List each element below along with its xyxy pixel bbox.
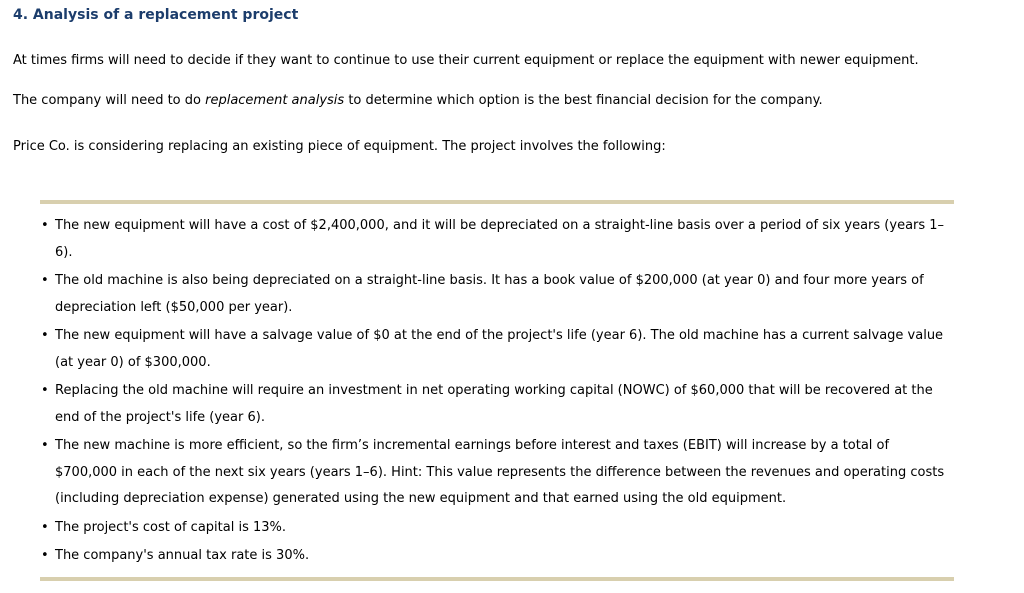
list-item — [38, 515, 952, 542]
bullet-icon: • — [41, 519, 49, 535]
intro-paragraph-3: Price Co. is considering replacing an existing piece of equipment. The project involves the following: — [13, 139, 666, 154]
bullet-icon: • — [41, 273, 49, 288]
bullet-icon: • — [41, 548, 49, 563]
list-item-text: The project's cost of capital is 13%. — [55, 519, 287, 535]
list-item — [38, 213, 952, 266]
intro-paragraph-2 — [13, 93, 823, 108]
intro-paragraph-2-end: to determine which option is the best financial decision for the company. — [344, 93, 823, 108]
intro-paragraph-1: At times firms will need to decide if they want to continue to use their current equipment or replace the equipment with newer equipment. — [13, 53, 919, 68]
list-item — [38, 543, 952, 570]
bullet-icon: • — [41, 328, 49, 343]
list-item — [38, 323, 952, 376]
list-item — [38, 268, 952, 321]
bottom-divider — [40, 577, 954, 581]
list-item — [38, 433, 952, 513]
list-item — [38, 378, 952, 431]
list-item-text: The new equipment will have a cost of $2,400,000, and it will be depreciated on a straight-line basis over a period of six years (years 1–6). — [55, 218, 945, 260]
list-item-text: The company's annual tax rate is 30%. — [55, 548, 310, 563]
list-item-text: The old machine is also being depreciated on a straight-line basis. It has a book value of $200,000 (at year 0) and four more years of depreciation left ($50,000 per year). — [55, 273, 924, 315]
bullet-icon: • — [41, 218, 49, 233]
list-item-text: The new machine is more efficient, so the firm’s incremental earnings before interest and taxes (EBIT) will increase by a total of $700,000 in each of the next six years (years 1–6). Hint: This value represents the difference between the revenues and operating costs (including depreciation expense) generated using the new equipment and that earned using the old equipment. — [55, 438, 945, 506]
list-item-text: Replacing the old machine will require an investment in net operating working capital (NOWC) of $60,000 that will be recovered at the end of the project's life (year 6). — [55, 383, 933, 425]
bullet-icon: • — [41, 438, 49, 453]
replacement-analysis-term: replacement analysis — [205, 93, 345, 108]
section-title: 4. Analysis of a replacement project — [13, 7, 299, 23]
list-item-text: The new equipment will have a salvage value of $0 at the end of the project's life (year 6). The old machine has a current salvage value (at year 0) of $300,000. — [55, 328, 944, 370]
top-divider — [40, 200, 954, 204]
project-details-list — [38, 213, 952, 572]
intro-paragraph-2-start: The company will need to do — [13, 93, 206, 108]
bullet-icon: • — [41, 383, 49, 398]
